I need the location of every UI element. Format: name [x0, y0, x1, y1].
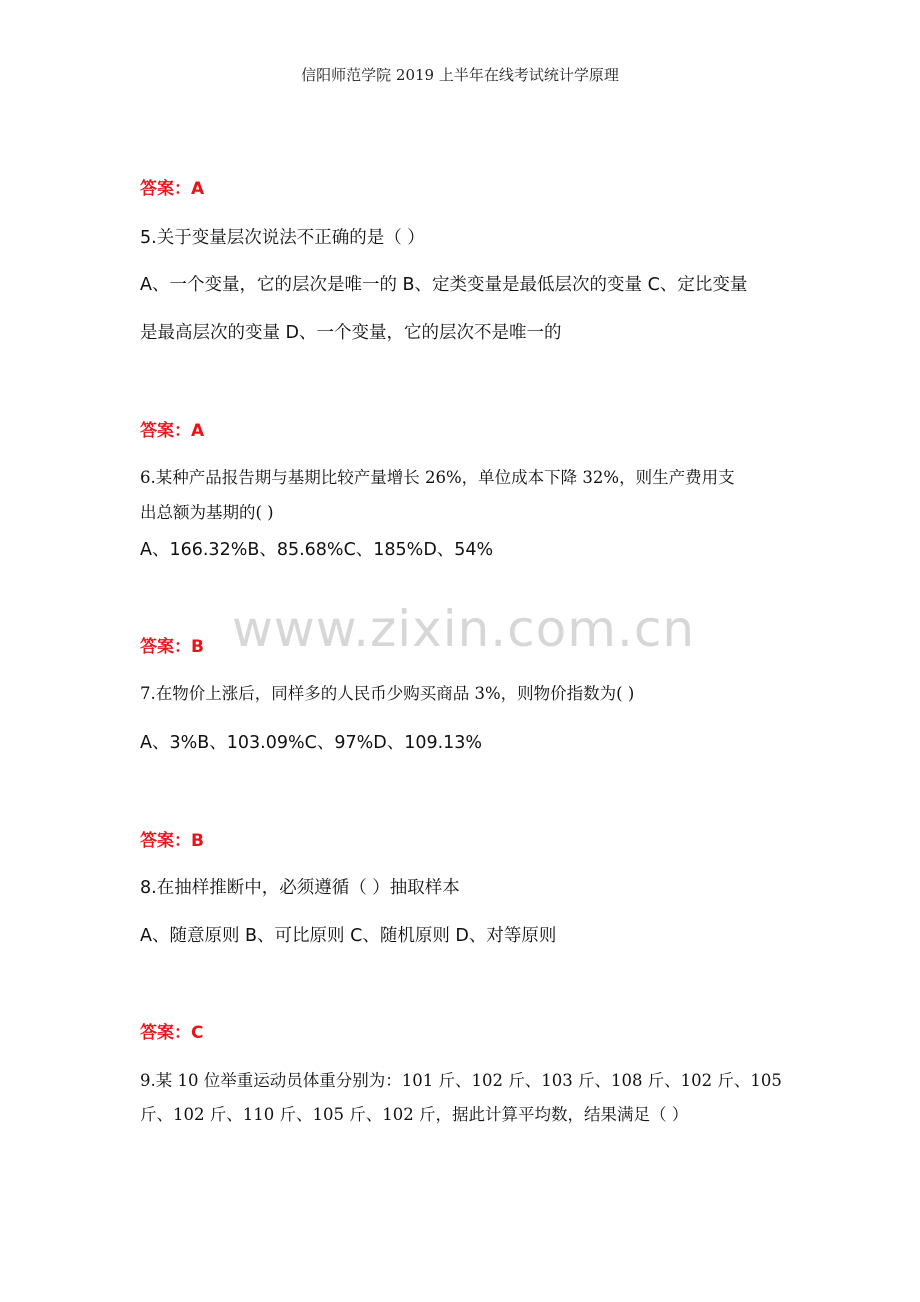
question-9-cont: 斤、102 斤、110 斤、105 斤、102 斤，据此计算平均数，结果满足（ ）	[140, 1105, 689, 1124]
question-5: 5.关于变量层次说法不正确的是（ ）	[140, 228, 425, 248]
question-8-options: A、随意原则 B、可比原则 C、随机原则 D、对等原则	[140, 926, 557, 946]
answer-label: 答案：B	[140, 831, 204, 851]
question-6: 6.某种产品报告期与基期比较产量增长 26%，单位成本下降 32%，则生产费用支	[140, 468, 735, 487]
answer-label: 答案：A	[140, 179, 205, 199]
question-5-options: A、一个变量，它的层次是唯一的 B、定类变量是最低层次的变量 C、定比变量	[140, 275, 748, 295]
page-header: 信阳师范学院 2019 上半年在线考试统计学原理	[301, 66, 619, 84]
question-9: 9.某 10 位举重运动员体重分别为：101 斤、102 斤、103 斤、108 斤、102 斤、105	[140, 1071, 782, 1090]
question-6-cont: 出总额为基期的( )	[140, 503, 274, 522]
answer-label: 答案：A	[140, 421, 205, 441]
question-6-options: A、166.32%B、85.68%C、185%D、54%	[140, 540, 494, 560]
answer-label: 答案：B	[140, 637, 204, 657]
question-7: 7.在物价上涨后，同样多的人民币少购买商品 3%，则物价指数为( )	[140, 684, 635, 703]
question-8: 8.在抽样推断中，必须遵循（ ）抽取样本	[140, 878, 460, 898]
question-7-options: A、3%B、103.09%C、97%D、109.13%	[140, 733, 483, 753]
question-5-options-cont: 是最高层次的变量 D、一个变量，它的层次不是唯一的	[140, 323, 562, 343]
watermark: www.zixin.com.cn	[232, 600, 696, 658]
answer-label: 答案：C	[140, 1023, 204, 1043]
